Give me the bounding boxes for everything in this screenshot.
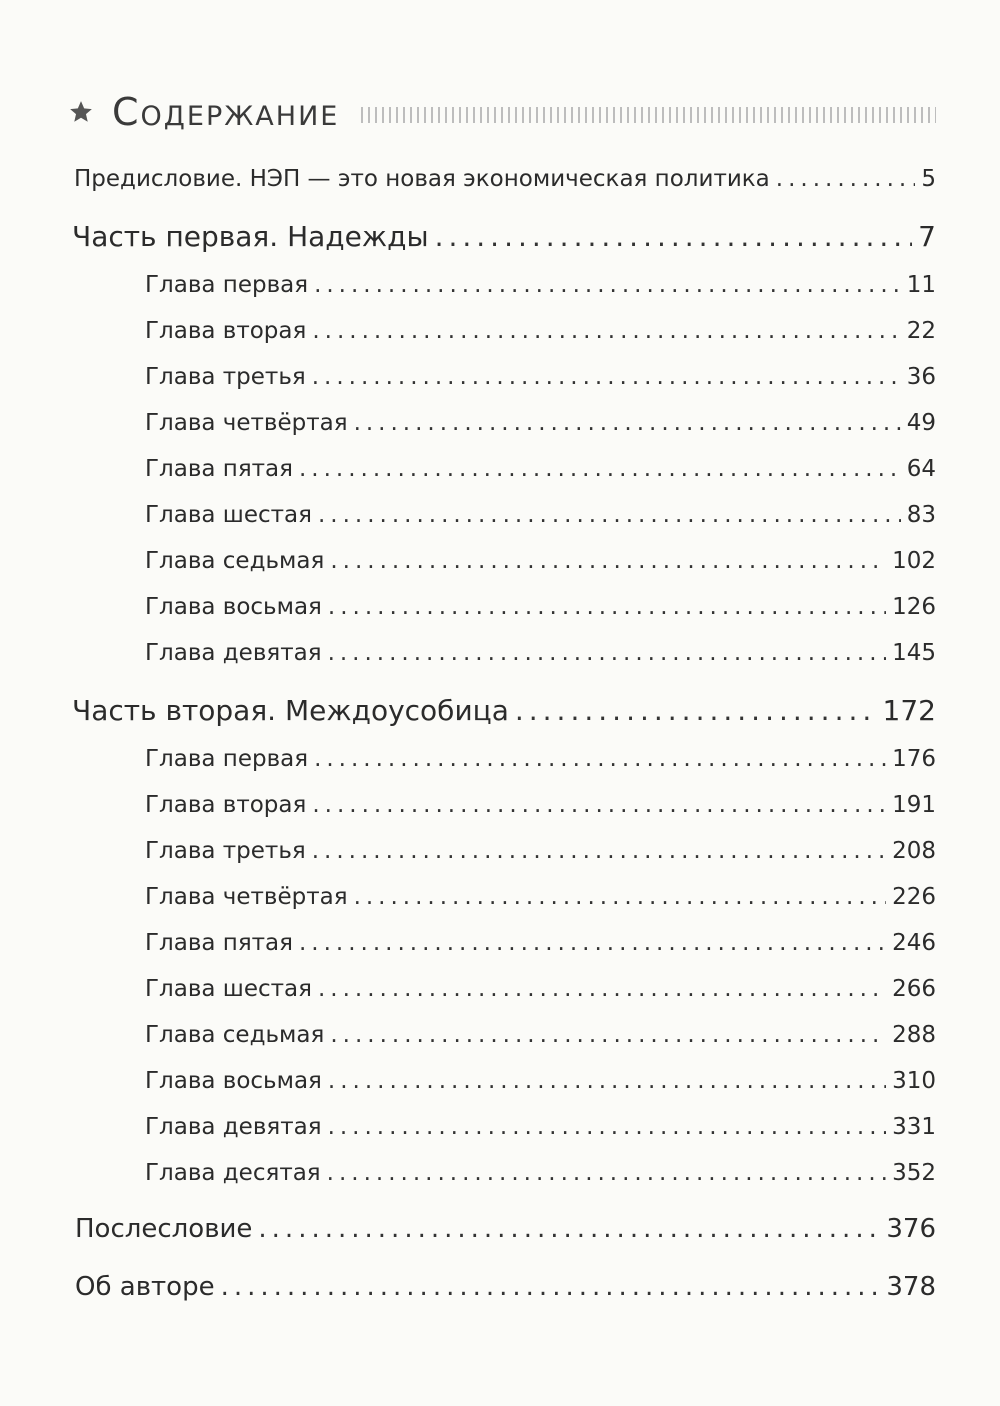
- toc-entry-page: 376: [886, 1214, 936, 1244]
- toc-entry-page: 145: [892, 640, 936, 666]
- toc-entry-page: 36: [906, 364, 936, 390]
- toc-entry-label: Глава вторая: [145, 318, 307, 344]
- toc-entry-chapter[interactable]: [145, 1068, 936, 1094]
- toc-entry-page: 352: [892, 1160, 936, 1186]
- toc-entry-preface[interactable]: [74, 166, 936, 192]
- toc-entry-label: Глава четвёртая: [145, 884, 348, 910]
- leader-dots: [328, 1068, 886, 1094]
- toc-entry-page: 102: [892, 548, 936, 574]
- leader-dots: [435, 220, 913, 253]
- toc-entry-part-1[interactable]: [72, 220, 936, 253]
- toc-entry-chapter[interactable]: [145, 364, 936, 390]
- leader-dots: [328, 640, 887, 666]
- toc-entry-label: Глава четвёртая: [145, 410, 348, 436]
- toc-entry-label: Послесловие: [75, 1214, 253, 1244]
- toc-entry-chapter[interactable]: [145, 1160, 936, 1186]
- toc-entry-chapter[interactable]: [145, 502, 936, 528]
- leader-dots: [776, 166, 916, 192]
- leader-dots: [312, 838, 886, 864]
- toc-entry-label: Глава шестая: [145, 502, 312, 528]
- toc-entry-part-2[interactable]: [72, 694, 936, 727]
- toc-entry-chapter[interactable]: [145, 746, 936, 772]
- leader-dots: [258, 1214, 880, 1244]
- toc-entry-afterword[interactable]: [75, 1214, 936, 1244]
- toc-entry-page: 7: [918, 220, 936, 253]
- toc-entry-chapter[interactable]: [145, 930, 936, 956]
- toc-entry-label: Глава девятая: [145, 640, 322, 666]
- toc-entry-label: Предисловие. НЭП — это новая экономическая политика: [74, 166, 770, 192]
- toc-entry-page: 331: [892, 1114, 936, 1140]
- toc-entry-page: 126: [892, 594, 936, 620]
- toc-entry-label: Глава восьмая: [145, 1068, 322, 1094]
- toc-entry-label: Глава первая: [145, 272, 309, 298]
- toc-entry-label: Часть первая. Надежды: [72, 220, 429, 253]
- page-title: Содержание: [112, 90, 340, 134]
- leader-dots: [330, 548, 886, 574]
- leader-dots: [515, 694, 877, 727]
- leader-dots: [312, 364, 901, 390]
- toc-entry-chapter[interactable]: [145, 976, 936, 1002]
- toc-entry-label: Глава третья: [145, 364, 306, 390]
- toc-entry-page: 226: [892, 884, 936, 910]
- toc-entry-chapter[interactable]: [145, 640, 936, 666]
- toc-entry-page: 208: [892, 838, 936, 864]
- toc-entry-chapter[interactable]: [145, 1022, 936, 1048]
- toc-entry-chapter[interactable]: [145, 792, 936, 818]
- toc-entry-label: Глава десятая: [145, 1160, 321, 1186]
- toc-entry-page: 83: [906, 502, 936, 528]
- leader-dots: [318, 502, 901, 528]
- leader-dots: [299, 456, 901, 482]
- toc-entry-chapter[interactable]: [145, 456, 936, 482]
- leader-dots: [327, 1160, 886, 1186]
- toc-entry-about-author[interactable]: [75, 1272, 936, 1302]
- toc-entry-label: Глава седьмая: [145, 1022, 325, 1048]
- toc-entry-page: 64: [906, 456, 936, 482]
- leader-dots: [312, 792, 886, 818]
- toc-entry-chapter[interactable]: [145, 272, 936, 298]
- toc-entry-label: Глава восьмая: [145, 594, 322, 620]
- toc-entry-page: 378: [886, 1272, 936, 1302]
- toc-entry-label: Глава первая: [145, 746, 309, 772]
- leader-dots: [354, 884, 887, 910]
- toc-entry-chapter[interactable]: [145, 548, 936, 574]
- leader-dots: [318, 976, 886, 1002]
- toc-entry-label: Глава вторая: [145, 792, 307, 818]
- toc-entry-page: 310: [892, 1068, 936, 1094]
- leader-dots: [299, 930, 886, 956]
- toc-entry-chapter[interactable]: [145, 838, 936, 864]
- toc-header: [68, 82, 936, 142]
- leader-dots: [330, 1022, 886, 1048]
- toc-entry-chapter[interactable]: [145, 318, 936, 344]
- toc-entry-chapter[interactable]: [145, 1114, 936, 1140]
- toc-entry-label: Глава пятая: [145, 456, 293, 482]
- toc-entry-label: Часть вторая. Междоусобица: [72, 694, 509, 727]
- toc-entry-chapter[interactable]: [145, 410, 936, 436]
- toc-entry-chapter[interactable]: [145, 594, 936, 620]
- toc-entry-page: 246: [892, 930, 936, 956]
- toc-entry-label: Об авторе: [75, 1272, 215, 1302]
- toc-entry-label: Глава пятая: [145, 930, 293, 956]
- toc-entry-page: 176: [892, 746, 936, 772]
- leader-dots: [328, 1114, 887, 1140]
- toc-entry-label: Глава девятая: [145, 1114, 322, 1140]
- toc-entry-page: 49: [906, 410, 936, 436]
- toc-entry-page: 288: [892, 1022, 936, 1048]
- leader-dots: [314, 746, 886, 772]
- leader-dots: [354, 410, 901, 436]
- title-hatch-rule: [361, 107, 936, 123]
- toc-entry-page: 172: [882, 694, 936, 727]
- leader-dots: [314, 272, 901, 298]
- leader-dots: [221, 1272, 881, 1302]
- toc-entry-page: 11: [906, 272, 936, 298]
- toc-entry-label: Глава шестая: [145, 976, 312, 1002]
- toc-entry-page: 191: [892, 792, 936, 818]
- leader-dots: [328, 594, 886, 620]
- toc-entry-chapter[interactable]: [145, 884, 936, 910]
- toc-entry-label: Глава седьмая: [145, 548, 325, 574]
- leader-dots: [312, 318, 900, 344]
- star-icon: [68, 99, 94, 125]
- toc-entry-page: 266: [892, 976, 936, 1002]
- toc-entry-page: 5: [921, 166, 936, 192]
- toc-entry-label: Глава третья: [145, 838, 306, 864]
- toc-entry-page: 22: [906, 318, 936, 344]
